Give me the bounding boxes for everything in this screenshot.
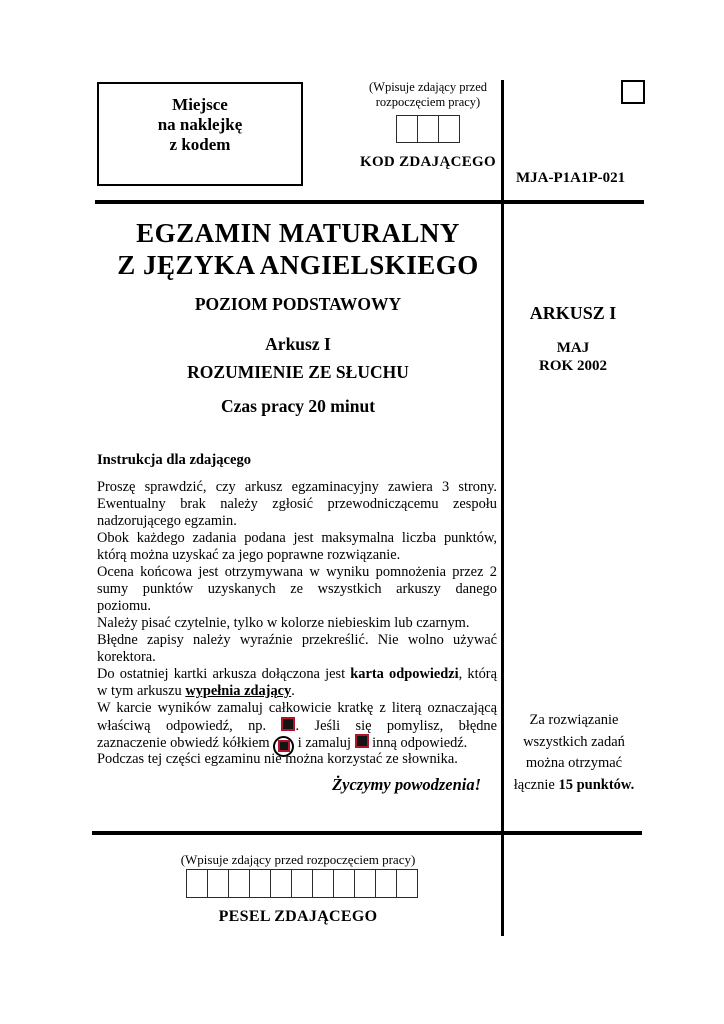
write-in-cell	[375, 869, 397, 898]
filled-by-candidate-term: wypełnia zdający	[185, 683, 292, 699]
write-in-cell	[312, 869, 334, 898]
write-in-cell	[228, 869, 250, 898]
instruction-line: korektora.	[97, 649, 156, 665]
points-total: 15 punktów.	[558, 776, 635, 793]
exam-section: ROZUMIENIE ZE SŁUCHU	[187, 362, 409, 382]
answer-square-icon	[281, 717, 295, 731]
bottom-rule	[92, 831, 642, 835]
sticker-line: Miejsce	[172, 95, 228, 114]
write-in-cell	[396, 115, 418, 143]
write-in-cell	[417, 115, 439, 143]
instruction-line: którą można uzyskać za jego poprawne rozwiązanie.	[97, 547, 401, 563]
exam-time: Czas pracy 20 minut	[220, 396, 376, 416]
write-in-cell	[186, 869, 208, 898]
instruction-line: Proszę sprawdzić, czy arkusz egzaminacyjny zawiera 3 strony.	[97, 479, 497, 495]
write-in-cell	[249, 869, 271, 898]
instruction-line: Ewentualny brak należy zgłosić przewodniczącemu zespołu	[97, 496, 497, 512]
instruction-line: w tym arkuszu wypełnia zdający.	[97, 683, 295, 699]
answer-sheet-term: karta odpowiedzi	[350, 666, 459, 682]
side-date: MAJ ROK 2002	[539, 340, 607, 374]
instruction-line: właściwą odpowiedź, np. . Jeśli się pomylisz, błędne	[97, 718, 497, 734]
pesel-label: PESEL ZDAJĄCEGO	[218, 908, 378, 925]
instruction-line: Podczas tej części egzaminu nie można korzystać ze słownika.	[97, 751, 458, 767]
instruction-line: sumy punktów uzyskanych ze wszystkich arkuszy danego	[97, 581, 497, 597]
corner-checkbox	[621, 80, 645, 104]
instruction-line: zaznaczenie obwiedź kółkiem i zamaluj inną odpowiedź.	[97, 734, 497, 751]
instruction-line: Błędne zapisy należy wyraźnie przekreślić. Nie wolno używać	[97, 632, 497, 648]
write-in-cell	[291, 869, 313, 898]
code-cells-grid	[352, 115, 504, 143]
side-sheet-label: ARKUSZ I	[529, 303, 617, 323]
vertical-divider	[501, 80, 504, 936]
instruction-line: nadzorującego egzamin.	[97, 513, 237, 529]
top-rule	[95, 200, 644, 204]
pesel-cells-grid	[187, 869, 418, 898]
instruction-line: poziomu.	[97, 598, 151, 614]
exam-sheet: Arkusz I	[265, 334, 331, 354]
write-in-cell	[396, 869, 418, 898]
side-points-note: Za rozwiązanie wszystkich zadań można otrzymać łącznie 15 punktów.	[513, 712, 635, 793]
candidate-code-block	[352, 80, 504, 171]
instruction-line: Należy pisać czytelnie, tylko w kolorze niebieskim lub czarnym.	[97, 615, 470, 631]
instructions-heading: Instrukcja dla zdającego	[97, 452, 252, 468]
code-sticker-box	[97, 82, 303, 186]
instruction-line: Ocena końcowa jest otrzymywana w wyniku pomnożenia przez 2	[97, 564, 497, 580]
pesel-note: (Wpisuje zdający przed rozpoczęciem pracy)	[180, 852, 416, 867]
answer-square-icon	[355, 734, 369, 748]
write-in-cell	[333, 869, 355, 898]
exam-title: EGZAMIN MATURALNY Z JĘZYKA ANGIELSKIEGO	[117, 218, 479, 280]
sticker-line: na naklejkę	[157, 115, 243, 134]
instruction-line: W karcie wyników zamaluj całkowicie kratkę z literą oznaczającą	[97, 700, 497, 716]
form-code: MJA-P1A1P-021	[516, 170, 626, 186]
write-in-cell	[354, 869, 376, 898]
write-in-cell	[207, 869, 229, 898]
instruction-line: Do ostatniej kartki arkusza dołączona jest karta odpowiedzi, którą	[97, 666, 497, 682]
code-label: KOD ZDAJĄCEGO	[360, 154, 496, 170]
good-luck-message: Życzymy powodzenia!	[332, 775, 481, 794]
exam-level: POZIOM PODSTAWOWY	[194, 294, 402, 314]
write-in-cell	[438, 115, 460, 143]
write-in-cell	[270, 869, 292, 898]
instructions-body	[97, 479, 497, 768]
sticker-line: z kodem	[169, 135, 231, 154]
instruction-line: Obok każdego zadania podana jest maksymalna liczba punktów,	[97, 530, 497, 546]
code-note: (Wpisuje zdający przed rozpoczęciem pracy)	[369, 80, 487, 109]
